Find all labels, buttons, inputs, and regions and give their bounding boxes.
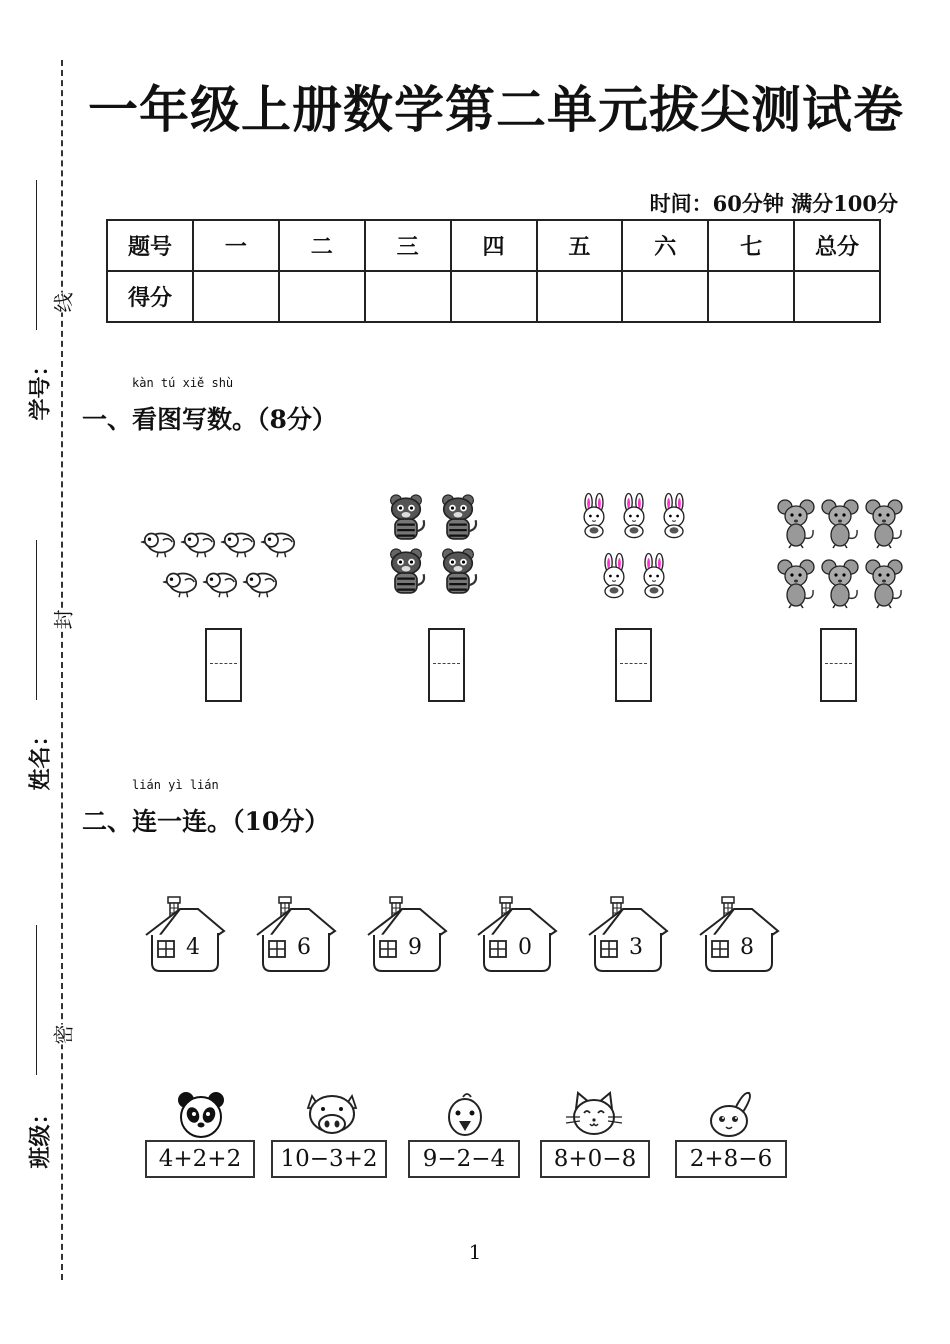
house[interactable] [696,895,782,975]
score-table-header-cell: 七 [708,220,794,271]
section-2-pinyin: lián yì lián [132,778,219,792]
house-number: 8 [740,935,754,960]
cat-icon [562,1090,626,1140]
answer-box-midline [210,663,237,664]
rabbit-group-illustration [576,487,696,609]
house-number: 6 [297,935,311,960]
house-icon [253,895,339,975]
section-2-points: 。（10分） [207,807,330,836]
rabbit-group [576,487,696,609]
section-1-keyword-wrap [132,376,234,436]
score-cell[interactable] [537,271,623,322]
class-blank [36,925,37,1075]
house-number: 4 [186,935,200,960]
expression-label: 10−3+2 [271,1140,387,1178]
section-2-keyword: 连一连 [132,807,208,836]
expression-label: 4+2+2 [145,1140,255,1178]
section-1-heading [82,376,337,436]
page-number: 1 [468,1240,482,1264]
house-number: 0 [518,935,532,960]
section-2-heading [82,778,330,838]
score-table-header-cell: 四 [451,220,537,271]
score-table [106,219,881,323]
answer-box-midline [433,663,460,664]
score-table-header-cell: 总分 [794,220,880,271]
student-id-label: 学号： [27,354,54,421]
score-table-score-row [107,271,880,322]
score-table-row-head: 得分 [107,271,193,322]
class-label: 班级： [27,1102,54,1169]
mouse-group-illustration [776,495,908,613]
score-table-header-cell: 题号 [107,220,193,271]
answer-box-rabbit[interactable] [615,628,652,702]
section-2-number: 二、 [82,807,133,836]
answer-box-mouse[interactable] [820,628,857,702]
name-label: 姓名： [27,724,54,791]
house-icon [142,895,228,975]
section-2-keyword-wrap [132,778,219,838]
section-1-points: 。（8分） [232,405,337,434]
house[interactable] [585,895,671,975]
answer-box-chick[interactable] [205,628,242,702]
house[interactable] [474,895,560,975]
page-title: 一年级上册数学第二单元拔尖测试卷 [88,81,904,139]
score-cell[interactable] [622,271,708,322]
seal-seal-char: 封 [48,610,77,630]
house-icon [364,895,450,975]
score-table-header-cell: 三 [365,220,451,271]
score-table-header-cell: 五 [537,220,623,271]
score-cell[interactable] [279,271,365,322]
score-table-header-row [107,220,880,271]
student-id-blank [36,180,37,330]
score-cell[interactable] [193,271,279,322]
house[interactable] [142,895,228,975]
seal-secret-char: 密 [48,1025,77,1045]
house-icon [585,895,671,975]
house-icon [696,895,782,975]
chick-group-illustration [140,526,305,608]
house[interactable] [253,895,339,975]
binding-dashed-line [61,60,63,1280]
name-blank [36,540,37,700]
house-icon [474,895,560,975]
tiger-group-illustration [384,493,484,599]
score-table-header-cell: 一 [193,220,279,271]
rabbit-icon [703,1090,759,1140]
pig-icon [304,1090,360,1140]
chick-group [140,526,305,608]
mouse-group [776,495,908,613]
score-table-header-cell: 六 [622,220,708,271]
chick-icon [443,1090,487,1140]
exam-meta: 时间：60分钟 满分100分 [649,191,898,216]
house[interactable] [364,895,450,975]
answer-box-midline [620,663,647,664]
answer-box-tiger[interactable] [428,628,465,702]
score-cell[interactable] [708,271,794,322]
answer-box-midline [825,663,852,664]
expression-label: 2+8−6 [675,1140,787,1178]
panda-icon [175,1090,227,1140]
section-1-number: 一、 [82,405,133,434]
score-table-header-cell: 二 [279,220,365,271]
score-cell[interactable] [794,271,880,322]
tiger-group [384,493,484,599]
score-cell[interactable] [365,271,451,322]
house-number: 9 [408,935,422,960]
score-cell[interactable] [451,271,537,322]
section-1-pinyin: kàn tú xiě shù [132,376,234,390]
expression-label: 8+0−8 [540,1140,650,1178]
section-1-keyword: 看图写数 [132,405,233,434]
expression-label: 9−2−4 [408,1140,520,1178]
house-number: 3 [629,935,643,960]
seal-line-char: 线 [48,293,77,313]
